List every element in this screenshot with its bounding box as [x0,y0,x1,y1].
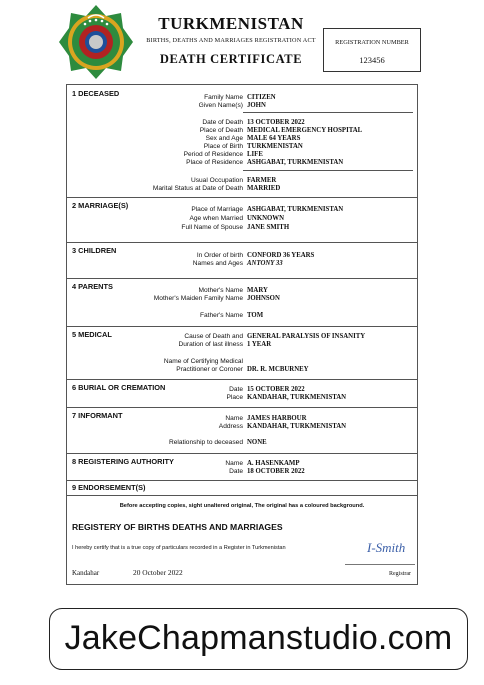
field-label: Practitioner or Coroner [176,366,243,373]
section-title: 9 ENDORSEMENT(S) [72,483,146,492]
field-label: Place of Birth [203,143,243,150]
section-registering-authority [67,453,417,481]
watermark-banner: JakeChapmanstudio.com [49,608,468,670]
signature-line [345,564,415,565]
registrar-signature: I-Smith [367,540,406,555]
informant-relationship: NONE [247,439,267,446]
issue-place: Kandahar [72,569,100,577]
family-name: CITIZEN [247,94,276,101]
field-label: Relationship to deceased [168,439,243,446]
sex-age: MALE 64 YEARS [247,135,301,142]
occupation: FARMER [247,177,277,184]
field-label: Date [229,386,243,393]
section-title: 4 PARENTS [72,282,113,291]
spouse-name: JANE SMITH [247,224,290,231]
field-label: Family Name [204,94,243,101]
child-2: ANTONY 33 [247,260,283,267]
field-label: Usual Occupation [190,177,243,184]
authority-name: A. HASENKAMP [247,460,300,467]
age-when-married: UNKNOWN [247,215,285,222]
field-label: Name [225,460,243,467]
field-label: Full Name of Spouse [181,224,243,231]
mother-name: MARY [247,287,268,294]
field-label: Period of Residence [183,151,243,158]
national-emblem [58,4,134,80]
place-of-birth: TURKMENISTAN [247,143,303,150]
section-parents [67,278,417,327]
registration-label: REGISTRATION NUMBER [335,39,409,46]
section-medical [67,326,417,380]
field-label: Duration of last illness [178,341,243,348]
section-deceased [67,85,417,198]
field-label: Mother's Maiden Family Name [153,295,243,302]
section-endorsements [67,480,417,496]
field-label: Age when Married [189,215,243,222]
section-children [67,242,417,279]
field-label: Address [218,423,243,430]
field-label: Sex and Age [205,135,243,142]
field-label: Place of Death [199,127,243,134]
father-name: TOM [247,312,264,319]
certifying-practitioner: DR. R. MCBURNEY [247,366,309,373]
illness-duration: 1 YEAR [247,341,272,348]
mother-maiden-name: JOHNSON [247,295,280,302]
section-informant [67,407,417,454]
field-label: Father's Name [199,312,243,319]
date-of-death: 13 OCTOBER 2022 [247,119,305,126]
section-burial [67,379,417,408]
field-label: Cause of Death and [184,333,243,340]
field-label: Mother's Name [198,287,243,294]
given-names: JOHN [247,102,266,109]
registrar-label: Registrar [389,571,411,577]
field-label: Names and Ages [192,260,243,267]
field-label: Name [225,415,243,422]
marital-status: MARRIED [247,185,281,192]
section-title: 6 BURIAL OR CREMATION [72,383,166,392]
field-label: Marital Status at Date of Death [152,185,243,192]
field-label: Place of Marriage [191,206,243,213]
field-label: Given Name(s) [198,102,243,109]
field-label: Place [226,394,243,401]
certificate-title: DEATH CERTIFICATE [159,52,303,66]
authority-date: 18 OCTOBER 2022 [247,468,305,475]
marriage-place: ASHGABAT, TURKMENISTAN [247,206,344,213]
burial-place: KANDAHAR, TURKMENISTAN [247,394,347,401]
section-title: 7 INFORMANT [72,411,123,420]
place-of-residence: ASHGABAT, TURKMENISTAN [247,159,344,166]
cause-of-death: GENERAL PARALYSIS OF INSANITY [247,333,366,340]
certificate-table [66,84,418,585]
section-title: 2 MARRIAGE(S) [72,201,129,210]
certification-text: I hereby certify that is a true copy of particulars recorded in a Register in Turkmenistan [72,545,286,551]
field-label: Name of Certifying Medical [163,358,243,365]
section-title: 1 DECEASED [72,89,120,98]
section-title: 8 REGISTERING AUTHORITY [72,457,174,466]
section-title: 5 MEDICAL [72,330,112,339]
country-title: TURKMENISTAN [158,14,304,33]
place-of-death: MEDICAL EMERGENCY HOSPITAL [247,127,363,134]
burial-date: 15 OCTOBER 2022 [247,386,305,393]
registry-heading: REGISTERY OF BIRTHS DEATHS AND MARRIAGES [72,522,283,532]
issue-date: 20 October 2022 [133,568,183,577]
registration-number: 123456 [359,55,385,65]
field-label: Place of Residence [186,159,243,166]
field-label: Date of Death [202,119,243,126]
period-of-residence: LIFE [247,151,263,158]
section-marriage [67,197,417,243]
field-label: In Order of birth [196,252,243,259]
informant-name: JAMES HARBOUR [247,415,307,422]
registration-box [323,28,421,72]
original-note: Before accepting copies, sight unaltered original, The original has a coloured background. [119,503,365,509]
field-label: Date [229,468,243,475]
section-title: 3 CHILDREN [72,246,117,255]
act-subtitle: BIRTHS, DEATHS AND MARRIAGES REGISTRATION ACT [146,37,316,44]
informant-address: KANDAHAR, TURKMENISTAN [247,423,347,430]
child-1: CONFORD 36 YEARS [247,252,315,259]
